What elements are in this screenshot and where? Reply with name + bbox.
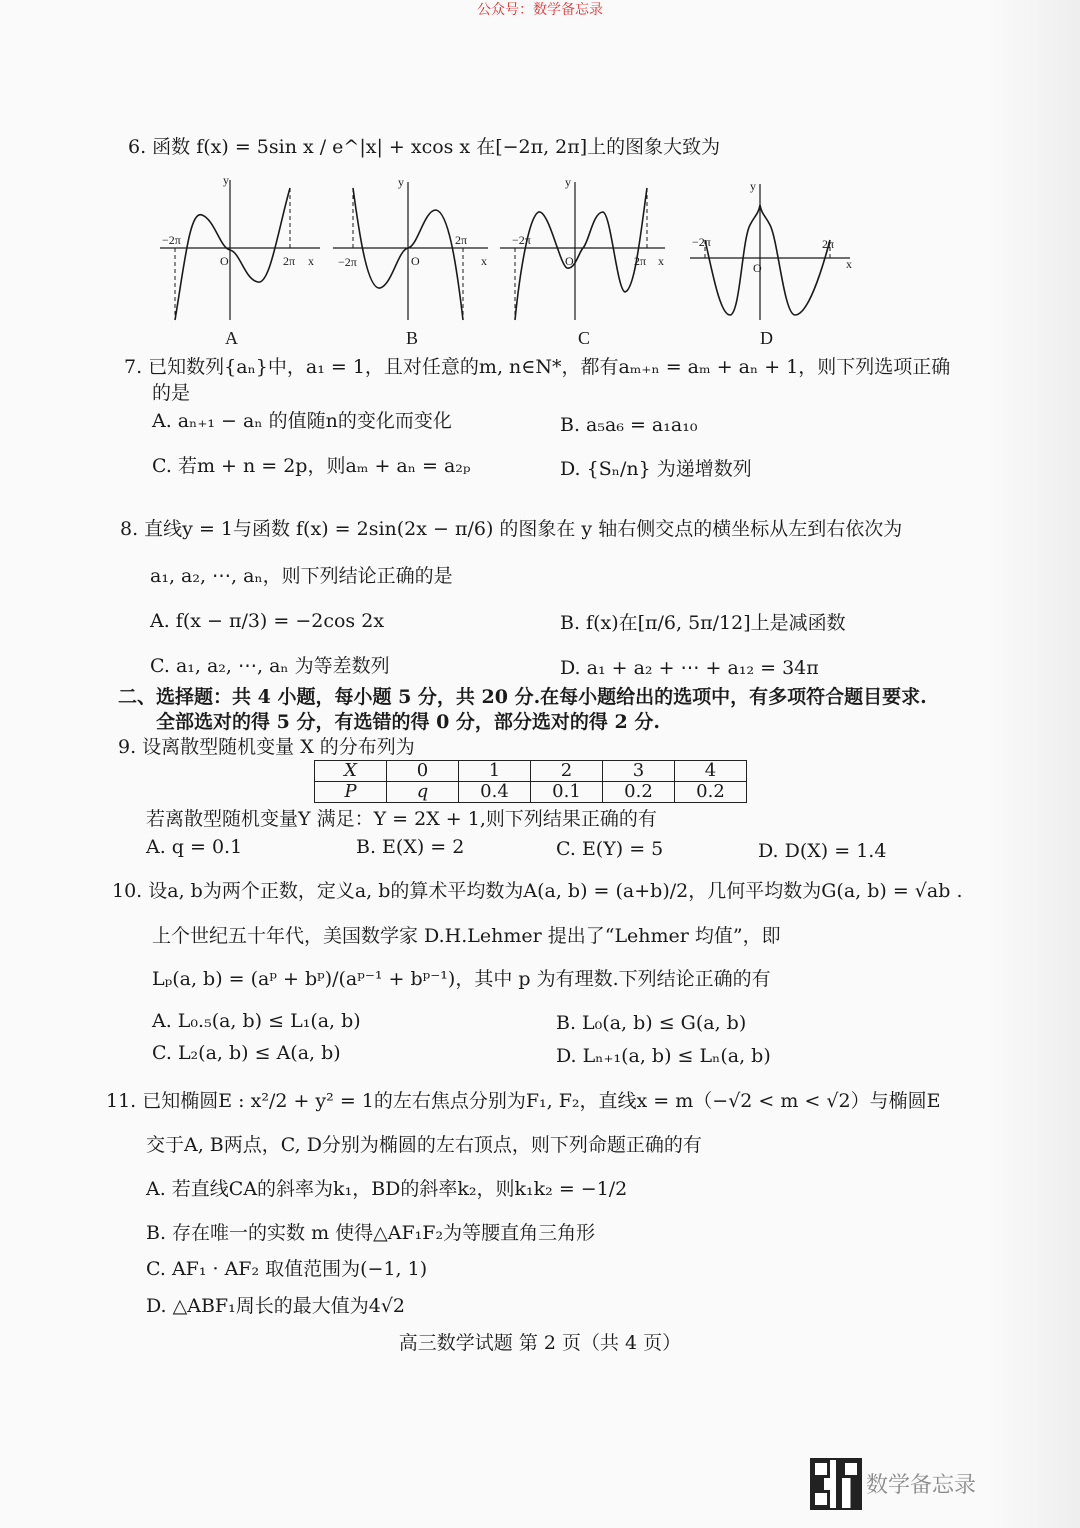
q9-option-b: B. E(X) = 2 [356, 836, 465, 858]
table-cell: 0 [387, 761, 459, 782]
bottom-watermark: 数学备忘录 [866, 1473, 977, 1498]
qr-code-icon [810, 1458, 862, 1510]
graph-label-d: D [760, 328, 773, 348]
graph-a-pos2pi: 2π [283, 254, 296, 268]
table-row [315, 782, 747, 803]
page-edge-shadow [990, 0, 1080, 1528]
q9-option-d: D. D(X) = 1.4 [758, 840, 887, 862]
graph-c-x-label: x [658, 254, 664, 268]
graph-a [160, 180, 320, 320]
q10-option-d: D. Lₙ₊₁(a, b) ≤ Lₙ(a, b) [556, 1045, 771, 1067]
table-cell: q [387, 782, 459, 803]
q7-option-b: B. a₅a₆ = a₁a₁₀ [560, 414, 698, 436]
q10-stem-line1: 10. 设a, b为两个正数，定义a, b的算术平均数为A(a, b) = (a+b)/2，几何平均数为G(a, b) = √ab . [112, 880, 963, 902]
table-cell: 0.2 [675, 782, 747, 803]
graph-b-x-label: x [481, 254, 487, 268]
graph-a-o-label: O [220, 254, 229, 268]
q7-option-a: A. aₙ₊₁ − aₙ 的值随n的变化而变化 [152, 410, 452, 432]
graph-c-pos2pi: 2π [634, 254, 647, 268]
q10-stem-line3: Lₚ(a, b) = (aᵖ + bᵖ)/(aᵖ⁻¹ + bᵖ⁻¹)，其中 p 为有理数.下列结论正确的有 [152, 968, 771, 990]
q8-option-a: A. f(x − π/3) = −2cos 2x [150, 610, 385, 632]
page-footer: 高三数学试题 第 2 页（共 4 页） [398, 1332, 682, 1354]
q9-option-c: C. E(Y) = 5 [556, 838, 664, 860]
table-cell: 0.4 [459, 782, 531, 803]
graph-d [690, 184, 850, 320]
q8-option-c: C. a₁, a₂, ⋯, aₙ 为等差数列 [150, 655, 390, 677]
q11-option-d: D. △ABF₁周长的最大值为4√2 [146, 1295, 406, 1317]
section2-rules: 全部选对的得 5 分，有选错的得 0 分，部分选对的得 2 分. [156, 711, 660, 733]
graph-d-pos2pi: 2π [822, 237, 835, 251]
q8-stem-line2: a₁, a₂, ⋯, aₙ，则下列结论正确的是 [150, 565, 453, 587]
table-cell: P [315, 782, 387, 803]
q7-option-d: D. {Sₙ/n} 为递增数列 [560, 458, 752, 480]
graph-b-y-label: y [398, 175, 404, 189]
q11-option-b: B. 存在唯一的实数 m 使得△AF₁F₂为等腰直角三角形 [146, 1222, 596, 1244]
q11-stem-line1: 11. 已知椭圆E : x²/2 + y² = 1的左右焦点分别为F₁, F₂，直线x = m（−√2 < m < √2）与椭圆E [106, 1090, 941, 1112]
table-cell: 2 [531, 761, 603, 782]
q8-option-b: B. f(x)在[π/6, 5π/12]上是减函数 [560, 612, 846, 634]
table-cell: 0.2 [603, 782, 675, 803]
q8-stem-line1: 8. 直线y = 1与函数 f(x) = 2sin(2x − π/6) 的图象在 y 轴右侧交点的横坐标从左到右依次为 [120, 518, 903, 540]
graph-label-b: B [406, 328, 419, 348]
q11-option-c: C. AF₁ · AF₂ 取值范围为(−1, 1) [146, 1258, 428, 1280]
graph-a-y-label: y [223, 173, 229, 187]
q9-option-a: A. q = 0.1 [146, 836, 243, 858]
q7-stem-line1: 7. 已知数列{aₙ}中，a₁ = 1，且对任意的m, n∈N*，都有aₘ₊ₙ = aₘ + aₙ + 1，则下列选项正确 [124, 356, 951, 378]
q9-stem: 9. 设离散型随机变量 X 的分布列为 [118, 736, 415, 758]
q9-stem-line2: 若离散型随机变量Y 满足：Y = 2X + 1,则下列结果正确的有 [146, 808, 657, 830]
q7-option-c: C. 若m + n = 2p，则aₘ + aₙ = a₂ₚ [152, 455, 471, 477]
table-cell: 3 [603, 761, 675, 782]
graph-d-neg2pi: −2π [692, 235, 711, 249]
graph-b-o-label: O [411, 254, 420, 268]
graph-label-a: A [225, 328, 238, 348]
q7-stem-line2: 的是 [152, 382, 191, 404]
graph-b [333, 182, 488, 320]
q11-option-a: A. 若直线CA的斜率为k₁，BD的斜率k₂，则k₁k₂ = −1/2 [146, 1178, 628, 1200]
graph-d-o-label: O [753, 261, 762, 275]
table-cell: 4 [675, 761, 747, 782]
q10-option-a: A. L₀.₅(a, b) ≤ L₁(a, b) [152, 1010, 361, 1032]
q6-stem: 6. 函数 f(x) = 5sin x / e^|x| + xcos x 在[−2π, 2π]上的图象大致为 [128, 136, 721, 158]
graph-a-neg2pi: −2π [162, 233, 181, 247]
table-cell: 0.1 [531, 782, 603, 803]
q9-distribution-table [314, 760, 747, 803]
graph-c [500, 182, 665, 320]
section2-heading: 二、选择题：共 4 小题，每小题 5 分，共 20 分.在每小题给出的选项中，有多项符合题目要求. [118, 686, 927, 708]
q10-stem-line2: 上个世纪五十年代，美国数学家 D.H.Lehmer 提出了“Lehmer 均值”，即 [152, 925, 781, 947]
graph-d-y-label: y [750, 179, 756, 193]
table-cell: 1 [459, 761, 531, 782]
table-cell: X [315, 761, 387, 782]
q10-option-c: C. L₂(a, b) ≤ A(a, b) [152, 1042, 341, 1064]
table-row [315, 761, 747, 782]
graph-c-y-label: y [565, 175, 571, 189]
q10-option-b: B. L₀(a, b) ≤ G(a, b) [556, 1012, 747, 1034]
q11-stem-line2: 交于A, B两点，C, D分别为椭圆的左右顶点，则下列命题正确的有 [146, 1134, 702, 1156]
q6-graphs [150, 170, 870, 350]
graph-a-x-label: x [308, 254, 314, 268]
graph-b-neg2pi: −2π [338, 255, 357, 269]
graph-c-o-label: O [565, 254, 574, 268]
q8-option-d: D. a₁ + a₂ + ⋯ + a₁₂ = 34π [560, 657, 819, 679]
graph-b-pos2pi: 2π [455, 233, 468, 247]
graph-label-c: C [578, 328, 591, 348]
graph-c-neg2pi: −2π [512, 233, 531, 247]
header-watermark: 公众号：数学备忘录 [477, 2, 603, 18]
graph-d-x-label: x [846, 257, 852, 271]
